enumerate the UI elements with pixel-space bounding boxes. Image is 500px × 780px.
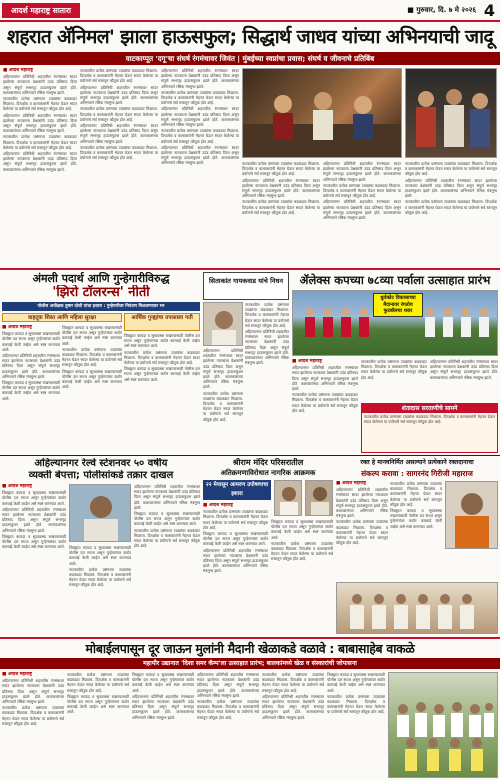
lead-paragraph: अहिल्यानगर प्रतिनिधी शहरातील रंगमंचावर सादर झालेल्या नाटकाला प्रेक्षकांनी उदंड प्रतिसाद दिला असून संपूर्ण सभागृह हाऊसफुल्ल झाले होते. कलाकारांच्या अभिनयाने रसिक मंत्रमुग्ध झाले. — [80, 123, 158, 144]
lead-paragraph: अहिल्यानगर प्रतिनिधी शहरातील रंगमंचावर सादर झालेल्या नाटकाला प्रेक्षकांनी उदंड प्रतिसाद दिला असून संपूर्ण सभागृह हाऊसफुल्ल झाले होते. कलाकारांच्या अभिनयाने रसिक मंत्रमुग्ध झाले. — [161, 106, 239, 128]
obituary-paragraph: अहिल्यानगर प्रतिनिधी शहरातील रंगमंचावर सादर झालेल्या नाटकाला प्रेक्षकांनी उदंड प्रतिसाद दिला असून संपूर्ण सभागृह हाऊसफुल्ल झाले होते. कलाकारांच्या अभिनयाने रसिक मंत्रमुग्ध झाले. — [245, 329, 289, 366]
blood-camp-group-image — [337, 583, 498, 634]
lead-paragraph: नाटकातील प्रत्येक प्रसंगाला टाळ्यांचा कडकडाट मिळाला. दिग्दर्शक व कलाकारांनी मेहनत घेऊन सादर केलेल्या या प्रयोगाचे सर्व स्तरातून कौतुक होत आहे. — [323, 182, 401, 199]
railway-paragraph: अहिल्यानगर प्रतिनिधी शहरातील रंगमंचावर सादर झालेल्या नाटकाला प्रेक्षकांनी उदंड प्रतिसाद दिला असून संपूर्ण सभागृह हाऊसफुल्ल झाले होते. कलाकारांच्या अभिनयाने रसिक मंत्रमुग्ध झाले. — [2, 506, 66, 533]
bottom-col-2 — [67, 672, 129, 778]
temple-paragraph: नाटकातील प्रत्येक प्रसंगाला टाळ्यांचा कडकडाट मिळाला. दिग्दर्शक व कलाकारांनी मेहनत घेऊन सादर केलेल्या या प्रयोगाचे सर्व स्तरातून कौतुक होत आहे. — [271, 540, 333, 562]
blood-donation-photo — [445, 481, 498, 549]
railway-paragraph: अहिल्यानगर प्रतिनिधी शहरातील रंगमंचावर सादर झालेल्या नाटकाला प्रेक्षकांनी उदंड प्रतिसाद दिला असून संपूर्ण सभागृह हाऊसफुल्ल झाले होते. कलाकारांच्या अभिनयाने रसिक मंत्रमुग्ध झाले. — [134, 484, 200, 510]
traffic-safety-title: वाहतूक शिस्त आणि महिला सुरक्षा — [27, 315, 96, 321]
lead-paragraph: नाटकातील प्रत्येक प्रसंगाला टाळ्यांचा कडकडाट मिळाला. दिग्दर्शक व कलाकारांनी मेहनत घेऊन सादर केलेल्या या प्रयोगाचे सर्व स्तरातून कौतुक होत आहे. — [161, 89, 239, 106]
obituary-paragraph: नाटकातील प्रत्येक प्रसंगाला टाळ्यांचा कडकडाट मिळाला. दिग्दर्शक व कलाकारांनी मेहनत घेऊन सादर केलेल्या या प्रयोगाचे सर्व स्तरातून कौतुक होत आहे. — [203, 390, 243, 422]
zero-tolerance-headline-line1: अंमली पदार्थ आणि गुन्हेगारीविरुद्ध — [32, 272, 170, 285]
temple-col-1 — [203, 503, 268, 634]
obituary-paragraph: अहिल्यानगर प्रतिनिधी शहरातील रंगमंचावर सादर झालेल्या नाटकाला प्रेक्षकांनी उदंड प्रतिसाद दिला असून संपूर्ण सभागृह हाऊसफुल्ल झाले होते. कलाकारांच्या अभिनयाने रसिक मंत्रमुग्ध झाले. — [203, 348, 243, 390]
temple-photo-1 — [274, 480, 302, 516]
blood-donation-headline-line1: रक्त हे मानवनिर्मित असल्याने प्रत्येकाने रक्तदानाचा — [360, 459, 474, 466]
lead-paragraph: नाटकातील प्रत्येक प्रसंगाला टाळ्यांचा कडकडाट मिळाला. दिग्दर्शक व कलाकारांनी मेहनत घेऊन सादर केलेल्या या प्रयोगाचे सर्व स्तरातून कौतुक होत आहे. — [242, 161, 320, 177]
obituary-paragraph: नाटकातील प्रत्येक प्रसंगाला टाळ्यांचा कडकडाट मिळाला. दिग्दर्शक व कलाकारांनी मेहनत घेऊन सादर केलेल्या या प्रयोगाचे सर्व स्तरातून कौतुक होत आहे. — [245, 302, 289, 328]
railway-paragraph: जिल्ह्यात कायदा व सुव्यवस्था राखण्यासाठी पोलीस दल सज्ज असून गुन्हेगारांवर कठोर कारवाई केली जाईल असे स्पष्ट करण्यात आले. — [69, 545, 131, 566]
railway-paragraph: नाटकातील प्रत्येक प्रसंगाला टाळ्यांचा कडकडाट मिळाला. दिग्दर्शक व कलाकारांनी मेहनत घेऊन सादर केलेल्या या प्रयोगाचे सर्व स्तरातून कौतुक होत आहे. — [69, 566, 131, 588]
bottom-paragraph: नाटकातील प्रत्येक प्रसंगाला टाळ्यांचा कडकडाट मिळाला. दिग्दर्शक व कलाकारांनी मेहनत घेऊन सादर केलेल्या या प्रयोगाचे सर्व स्तरातून कौतुक होत आहे. — [67, 672, 129, 693]
blood-col-1 — [336, 481, 388, 579]
football-photo — [292, 290, 498, 356]
bottom-paragraph: जिल्ह्यात कायदा व सुव्यवस्था राखण्यासाठी पोलीस दल सज्ज असून गुन्हेगारांवर कठोर कारवाई केली जाईल असे स्पष्ट करण्यात आले. — [327, 672, 385, 693]
bottom-paragraph: नाटकातील प्रत्येक प्रसंगाला टाळ्यांचा कडकडाट मिळाला. दिग्दर्शक व कलाकारांनी मेहनत घेऊन सादर केलेल्या या प्रयोगाचे सर्व स्तरातून कौतुक होत आहे. — [2, 705, 64, 726]
financial-crime-box — [124, 313, 200, 331]
summer-camp-photo — [388, 672, 498, 778]
blood-camp-photo — [336, 582, 498, 634]
railway-col-2 — [69, 545, 131, 634]
zero-tolerance-paragraph: नाटकातील प्रत्येक प्रसंगाला टाळ्यांचा कडकडाट मिळाला. दिग्दर्शक व कलाकारांनी मेहनत घेऊन सादर केलेल्या या प्रयोगाचे सर्व स्तरातून कौतुक होत आहे. — [124, 349, 200, 366]
railway-col-3 — [134, 484, 200, 634]
bottom-paragraph: अहिल्यानगर प्रतिनिधी शहरातील रंगमंचावर सादर झालेल्या नाटकाला प्रेक्षकांनी उदंड प्रतिसाद दिला असून संपूर्ण सभागृह हाऊसफुल्ल झाले होते. कलाकारांच्या अभिनयाने रसिक मंत्रमुग्ध झाले. — [132, 693, 194, 720]
blood-paragraph: अहिल्यानगर प्रतिनिधी शहरातील रंगमंचावर सादर झालेल्या नाटकाला प्रेक्षकांनी उदंड प्रतिसाद दिला असून संपूर्ण सभागृह हाऊसफुल्ल झाले होते. कलाकारांच्या अभिनयाने रसिक मंत्रमुग्ध झाले. — [336, 487, 388, 519]
lead-paragraph: नाटकातील प्रत्येक प्रसंगाला टाळ्यांचा कडकडाट मिळाला. दिग्दर्शक व कलाकारांनी मेहनत घेऊन सादर केलेल्या या प्रयोगाचे सर्व स्तरातून कौतुक होत आहे. — [80, 68, 158, 84]
lead-column-5 — [323, 161, 401, 266]
lead-column-4 — [242, 161, 320, 266]
bottom-col-6 — [327, 672, 385, 778]
lead-paragraph: नाटकातील प्रत्येक प्रसंगाला टाळ्यांचा कडकडाट मिळाला. दिग्दर्शक व कलाकारांनी मेहनत घेऊन सादर केलेल्या या प्रयोगाचे सर्व स्तरातून कौतुक होत आहे. — [161, 128, 239, 144]
lead-photo-stage — [242, 68, 402, 158]
lead-headline: शहरात ॲनिमल' झाला हाऊसफुल; सिद्धार्थ जाधव यांच्या अभिनयाची जादू — [7, 26, 493, 48]
blood-donation-headline-line2: संकल्प करावा : सागरनंद गिरीजी महाराज — [361, 469, 473, 478]
zero-tolerance-paragraph: नाटकातील प्रत्येक प्रसंगाला टाळ्यांचा कडकडाट मिळाला. दिग्दर्शक व कलाकारांनी मेहनत घेऊन सादर केलेल्या या प्रयोगाचे सर्व स्तरातून कौतुक होत आहे. — [62, 346, 122, 368]
railway-paragraph: जिल्ह्यात कायदा व सुव्यवस्था राखण्यासाठी पोलीस दल सज्ज असून गुन्हेगारांवर कठोर कारवाई केली जाईल असे स्पष्ट करण्यात आले. — [2, 533, 66, 550]
missing-person-photo — [69, 484, 131, 542]
temple-photo-2 — [305, 480, 333, 516]
portrait-image — [306, 481, 333, 516]
lead-paragraph: अहिल्यानगर प्रतिनिधी शहरातील रंगमंचावर सादर झालेल्या नाटकाला प्रेक्षकांनी उदंड प्रतिसाद दिला असून संपूर्ण सभागृह हाऊसफुल्ल झाले होते. कलाकारांच्या अभिनयाने रसिक मंत्रमुग्ध झाले. — [3, 112, 77, 134]
swamiji-image — [446, 482, 498, 549]
zero-tolerance-paragraph: जिल्ह्यात कायदा व सुव्यवस्था राखण्यासाठी पोलीस दल सज्ज असून गुन्हेगारांवर कठोर कारवाई केली जाईल असे स्पष्ट करण्यात आले. — [62, 325, 122, 346]
temple-paragraph: नाटकातील प्रत्येक प्रसंगाला टाळ्यांचा कडकडाट मिळाला. दिग्दर्शक व कलाकारांनी मेहनत घेऊन सादर केलेल्या या प्रयोगाचे सर्व स्तरातून कौतुक होत आहे. — [203, 509, 268, 530]
temple-paragraph: जिल्ह्यात कायदा व सुव्यवस्था राखण्यासाठी पोलीस दल सज्ज असून गुन्हेगारांवर कठोर कारवाई केली जाईल असे स्पष्ट करण्यात आले. — [203, 531, 268, 547]
zero-tolerance-headline-line2: 'झिरो टॉलरन्स' नीती — [52, 285, 150, 300]
bottom-paragraph: नाटकातील प्रत्येक प्रसंगाला टाळ्यांचा कडकडाट मिळाला. दिग्दर्शक व कलाकारांनी मेहनत घेऊन सादर केलेल्या या प्रयोगाचे सर्व स्तरातून कौतुक होत आहे. — [327, 693, 385, 715]
sports-col-1 — [292, 359, 358, 453]
lead-column-2 — [80, 68, 158, 266]
bottom-subheadline-bar — [0, 658, 500, 669]
lead-paragraph: अहिल्यानगर प्रतिनिधी शहरातील रंगमंचावर सादर झालेल्या नाटकाला प्रेक्षकांनी उदंड प्रतिसाद दिला असून संपूर्ण सभागृह हाऊसफुल्ल झाले होते. कलाकारांच्या अभिनयाने रसिक मंत्रमुग्ध झाले. — [242, 177, 320, 199]
zero-tolerance-col-2 — [62, 325, 122, 453]
sports-col-3 — [430, 359, 498, 401]
sports-paragraph: नाटकातील प्रत्येक प्रसंगाला टाळ्यांचा कडकडाट मिळाला. दिग्दर्शक व कलाकारांनी मेहनत घेऊन सादर केलेल्या या प्रयोगाचे सर्व स्तरातून कौतुक होत आहे. — [292, 392, 358, 413]
stage-actors-image — [243, 69, 402, 158]
railway-paragraph: जिल्ह्यात कायदा व सुव्यवस्था राखण्यासाठी पोलीस दल सज्ज असून गुन्हेगारांवर कठोर कारवाई केली जाईल असे स्पष्ट करण्यात आले. — [2, 490, 66, 506]
lead-column-1 — [3, 68, 77, 266]
bottom-paragraph: नाटकातील प्रत्येक प्रसंगाला टाळ्यांचा कडकडाट मिळाला. दिग्दर्शक व कलाकारांनी मेहनत घेऊन सादर केलेल्या या प्रयोगाचे सर्व स्तरातून कौतुक होत आहे. — [197, 699, 259, 720]
zero-tolerance-paragraph: जिल्ह्यात कायदा व सुव्यवस्था राखण्यासाठी पोलीस दल सज्ज असून गुन्हेगारांवर कठोर कारवाई केली जाईल असे स्पष्ट करण्यात आले. — [2, 331, 60, 352]
lead-paragraph: नाटकातील प्रत्येक प्रसंगाला टाळ्यांचा कडकडाट मिळाला. दिग्दर्शक व कलाकारांनी मेहनत घेऊन सादर केलेल्या या प्रयोगाचे सर्व स्तरातून कौतुक होत आहे. — [3, 134, 77, 150]
sports-paragraph: अहिल्यानगर प्रतिनिधी शहरातील रंगमंचावर सादर झालेल्या नाटकाला प्रेक्षकांनी उदंड प्रतिसाद दिला असून संपूर्ण सभागृह हाऊसफुल्ल झाले होते. कलाकारांच्या अभिनयाने रसिक मंत्रमुग्ध झाले. — [292, 365, 358, 392]
obituary-box — [203, 272, 289, 300]
bottom-paragraph: अहिल्यानगर प्रतिनिधी शहरातील रंगमंचावर सादर झालेल्या नाटकाला प्रेक्षकांनी उदंड प्रतिसाद दिला असून संपूर्ण सभागृह हाऊसफुल्ल झाले होते. कलाकारांच्या अभिनयाने रसिक मंत्रमुग्ध झाले. — [197, 672, 259, 698]
lead-paragraph: अहिल्यानगर प्रतिनिधी शहरातील रंगमंचावर सादर झालेल्या नाटकाला प्रेक्षकांनी उदंड प्रतिसाद दिला असून संपूर्ण सभागृह हाऊसफुल्ल झाले होते. कलाकारांच्या अभिनयाने रसिक मंत्रमुग्ध झाले. — [3, 74, 77, 95]
zero-tolerance-tagline: पोलीस अधीक्षक तुषार दोशी यांचा इशारा : गुन्हेगारीवर नियंत्रण मिळवण्यावर भर — [2, 302, 200, 311]
railway-col-1 — [2, 484, 66, 634]
lead-paragraph: अहिल्यानगर प्रतिनिधी शहरातील रंगमंचावर सादर झालेल्या नाटकाला प्रेक्षकांनी उदंड प्रतिसाद दिला असून संपूर्ण सभागृह हाऊसफुल्ल झाले होते. कलाकारांच्या अभिनयाने रसिक मंत्रमुग्ध झाले. — [3, 151, 77, 172]
zero-tolerance-paragraph: जिल्ह्यात कायदा व सुव्यवस्था राखण्यासाठी पोलीस दल सज्ज असून गुन्हेगारांवर कठोर कारवाई केली जाईल असे स्पष्ट करण्यात आले. — [124, 366, 200, 382]
obituary-text-lower — [203, 348, 243, 453]
zero-tolerance-col-1 — [2, 325, 60, 453]
football-photo-caption — [373, 293, 423, 317]
railway-paragraph: नाटकातील प्रत्येक प्रसंगाला टाळ्यांचा कडकडाट मिळाला. दिग्दर्शक व कलाकारांनी मेहनत घेऊन सादर केलेल्या या प्रयोगाचे सर्व स्तरातून कौतुक होत आहे. — [134, 527, 200, 549]
sports-paragraph: अहिल्यानगर प्रतिनिधी शहरातील रंगमंचावर सादर झालेल्या नाटकाला प्रेक्षकांनी उदंड प्रतिसाद दिला असून संपूर्ण सभागृह हाऊसफुल्ल झाले होते. कलाकारांच्या अभिनयाने रसिक मंत्रमुग्ध झाले. — [430, 359, 498, 380]
temple-paragraph: जिल्ह्यात कायदा व सुव्यवस्था राखण्यासाठी पोलीस दल सज्ज असून गुन्हेगारांवर कठोर कारवाई केली जाईल असे स्पष्ट करण्यात आले. — [271, 519, 333, 540]
sports-col-2 — [361, 359, 427, 401]
lead-paragraph: अहिल्यानगर प्रतिनिधी शहरातील रंगमंचावर सादर झालेल्या नाटकाला प्रेक्षकांनी उदंड प्रतिसाद दिला असून संपूर्ण सभागृह हाऊसफुल्ल झाले होते. कलाकारांच्या अभिनयाने रसिक मंत्रमुग्ध झाले. — [80, 84, 158, 106]
blood-paragraph: नाटकातील प्रत्येक प्रसंगाला टाळ्यांचा कडकडाट मिळाला. दिग्दर्शक व कलाकारांनी मेहनत घेऊन सादर केलेल्या या प्रयोगाचे सर्व स्तरातून कौतुक होत आहे. — [336, 519, 388, 546]
railway-headline-line2: व्यक्ती बेपत्ता; पोलीसांकडे तक्रार दाखल — [28, 470, 174, 481]
matches-paragraph: नाटकातील प्रत्येक प्रसंगाला टाळ्यांचा कडकडाट मिळाला. दिग्दर्शक व कलाकारांनी मेहनत घेऊन सादर केलेल्या या प्रयोगाचे सर्व स्तरातून कौतुक होत आहे. — [364, 414, 495, 425]
lead-paragraph: नाटकातील प्रत्येक प्रसंगाला टाळ्यांचा कडकडाट मिळाला. दिग्दर्शक व कलाकारांनी मेहनत घेऊन सादर केलेल्या या प्रयोगाचे सर्व स्तरातून कौतुक होत आहे. — [3, 96, 77, 112]
missing-person-image — [70, 485, 131, 542]
lead-column-3 — [161, 68, 239, 266]
obituary-portrait — [203, 302, 243, 346]
paper-name-badge — [2, 3, 80, 18]
portrait-image — [204, 303, 243, 346]
matches-box — [361, 403, 498, 453]
lead-paragraph: अहिल्यानगर प्रतिनिधी शहरातील रंगमंचावर सादर झालेल्या नाटकाला प्रेक्षकांनी उदंड प्रतिसाद दिला असून संपूर्ण सभागृह हाऊसफुल्ल झाले होते. कलाकारांच्या अभिनयाने रसिक मंत्रमुग्ध झाले. — [323, 161, 401, 182]
bottom-col-5 — [262, 672, 324, 778]
bottom-paragraph: अहिल्यानगर प्रतिनिधी शहरातील रंगमंचावर सादर झालेल्या नाटकाला प्रेक्षकांनी उदंड प्रतिसाद दिला असून संपूर्ण सभागृह हाऊसफुल्ल झाले होते. कलाकारांच्या अभिनयाने रसिक मंत्रमुग्ध झाले. — [262, 693, 324, 720]
date-line: ■ गुरुवार, दि. ७ मे २०२६ — [407, 6, 476, 14]
railway-paragraph: जिल्ह्यात कायदा व सुव्यवस्था राखण्यासाठी पोलीस दल सज्ज असून गुन्हेगारांवर कठोर कारवाई केली जाईल असे स्पष्ट करण्यात आले. — [134, 511, 200, 527]
blood-byline: ■ आदर्श महाराष्ट्र — [336, 481, 366, 486]
audience-image — [406, 69, 497, 158]
zero-tolerance-paragraph: अहिल्यानगर प्रतिनिधी शहरातील रंगमंचावर सादर झालेल्या नाटकाला प्रेक्षकांनी उदंड प्रतिसाद दिला असून संपूर्ण सभागृह हाऊसफुल्ल झाले होते. कलाकारांच्या अभिनयाने रसिक मंत्रमुग्ध झाले. — [2, 353, 60, 379]
zero-tolerance-paragraph: जिल्ह्यात कायदा व सुव्यवस्था राखण्यासाठी पोलीस दल सज्ज असून गुन्हेगारांवर कठोर कारवाई केली जाईल असे स्पष्ट करण्यात आले. — [124, 333, 200, 349]
financial-crime-title: आर्थिक गुन्ह्यांचा तपासाला गती — [131, 315, 193, 321]
lead-subheadline: वाटकाप्पूत 'दगू'चा संघर्ष रंगमंचावर जिवंत | मुंबईच्या स्वप्नांचा प्रवास; संघर्ष व जीवनाचे प्रतिबिंब — [125, 54, 375, 63]
lead-paragraph: अहिल्यानगर प्रतिनिधी शहरातील रंगमंचावर सादर झालेल्या नाटकाला प्रेक्षकांनी उदंड प्रतिसाद दिला असून संपूर्ण सभागृह हाऊसफुल्ल झाले होते. कलाकारांच्या अभिनयाने रसिक मंत्रमुग्ध झाले. — [323, 199, 401, 221]
hunger-strike-ad — [203, 480, 271, 500]
sports-headline: ॲलेक्स कपच्या ७८व्या पर्वाला उत्साहात प्रारंभ — [299, 273, 491, 287]
bottom-paragraph: अहिल्यानगर प्रतिनिधी शहरातील रंगमंचावर सादर झालेल्या नाटकाला प्रेक्षकांनी उदंड प्रतिसाद दिला असून संपूर्ण सभागृह हाऊसफुल्ल झाले होते. कलाकारांच्या अभिनयाने रसिक मंत्रमुग्ध झाले. — [2, 678, 64, 705]
bottom-paragraph: नाटकातील प्रत्येक प्रसंगाला टाळ्यांचा कडकडाट मिळाला. दिग्दर्शक व कलाकारांनी मेहनत घेऊन सादर केलेल्या या प्रयोगाचे सर्व स्तरातून कौतुक होत आहे. — [262, 672, 324, 693]
lead-paragraph: नाटकातील प्रत्येक प्रसंगाला टाळ्यांचा कडकडाट मिळाला. दिग्दर्शक व कलाकारांनी मेहनत घेऊन सादर केलेल्या या प्रयोगाचे सर्व स्तरातून कौतुक होत आहे. — [405, 199, 497, 215]
lead-column-6 — [405, 161, 497, 266]
zero-tolerance-col-3 — [124, 333, 200, 453]
bottom-col-1 — [2, 672, 64, 778]
lead-paragraph: अहिल्यानगर प्रतिनिधी शहरातील रंगमंचावर सादर झालेल्या नाटकाला प्रेक्षकांनी उदंड प्रतिसाद दिला असून संपूर्ण सभागृह हाऊसफुल्ल झाले होते. कलाकारांच्या अभिनयाने रसिक मंत्रमुग्ध झाले. — [161, 68, 239, 89]
lead-paragraph: नाटकातील प्रत्येक प्रसंगाला टाळ्यांचा कडकडाट मिळाला. दिग्दर्शक व कलाकारांनी मेहनत घेऊन सादर केलेल्या या प्रयोगाचे सर्व स्तरातून कौतुक होत आहे. — [405, 161, 497, 177]
lead-paragraph: नाटकातील प्रत्येक प्रसंगाला टाळ्यांचा कडकडाट मिळाला. दिग्दर्शक व कलाकारांनी मेहनत घेऊन सादर केलेल्या या प्रयोगाचे सर्व स्तरातून कौतुक होत आहे. — [242, 199, 320, 215]
sports-paragraph: नाटकातील प्रत्येक प्रसंगाला टाळ्यांचा कडकडाट मिळाला. दिग्दर्शक व कलाकारांनी मेहनत घेऊन सादर केलेल्या या प्रयोगाचे सर्व स्तरातून कौतुक होत आहे. — [361, 359, 427, 380]
lead-subheadline-bar — [0, 52, 500, 65]
matches-box-title: शंतादास सरताणीचे सामने — [362, 404, 497, 413]
masthead — [0, 0, 500, 22]
matches-box-text — [362, 413, 497, 453]
bottom-subheadline: महापौर उद्यानात 'दिशा समर कॅम्प'ला उत्साहात प्रारंभ; बालकांमध्ये खेळ व संस्कारांची जोपासना — [143, 660, 357, 667]
lead-paragraph: अहिल्यानगर प्रतिनिधी शहरातील रंगमंचावर सादर झालेल्या नाटकाला प्रेक्षकांनी उदंड प्रतिसाद दिला असून संपूर्ण सभागृह हाऊसफुल्ल झाले होते. कलाकारांच्या अभिनयाने रसिक मंत्रमुग्ध झाले. — [161, 144, 239, 166]
railway-byline: ■ आदर्श महाराष्ट्र — [2, 484, 32, 489]
lead-paragraph: अहिल्यानगर प्रतिनिधी शहरातील रंगमंचावर सादर झालेल्या नाटकाला प्रेक्षकांनी उदंड प्रतिसाद दिला असून संपूर्ण सभागृह हाऊसफुल्ल झाले होते. कलाकारांच्या अभिनयाने रसिक मंत्रमुग्ध झाले. — [405, 177, 497, 199]
section-divider — [0, 637, 500, 639]
lead-photo-audience — [405, 68, 497, 158]
temple-headline-line2: अतिक्रमणाविरोधात नागरिक आक्रमक — [220, 469, 316, 477]
traffic-safety-box — [2, 313, 122, 322]
zero-tolerance-paragraph: जिल्ह्यात कायदा व सुव्यवस्था राखण्यासाठी पोलीस दल सज्ज असून गुन्हेगारांवर कठोर कारवाई केली जाईल असे स्पष्ट करण्यात आले. — [62, 368, 122, 390]
temple-paragraph: अहिल्यानगर प्रतिनिधी शहरातील रंगमंचावर सादर झालेल्या नाटकाला प्रेक्षकांनी उदंड प्रतिसाद दिला असून संपूर्ण सभागृह हाऊसफुल्ल झाले होते. कलाकारांच्या अभिनयाने रसिक मंत्रमुग्ध झाले. — [203, 547, 268, 574]
obituary-text — [245, 302, 289, 453]
bottom-col-4 — [197, 672, 259, 778]
blood-col-2 — [390, 481, 442, 579]
bottom-paragraph: जिल्ह्यात कायदा व सुव्यवस्था राखण्यासाठी पोलीस दल सज्ज असून गुन्हेगारांवर कठोर कारवाई केली जाईल असे स्पष्ट करण्यात आले. — [67, 693, 129, 715]
zero-tolerance-byline: ■ आदर्श महाराष्ट्र — [2, 325, 32, 330]
temple-col-2 — [271, 519, 333, 634]
lead-byline: ■ आदर्श महाराष्ट्र — [3, 68, 33, 73]
portrait-image — [275, 481, 302, 516]
hunger-strike-text: २२ मेपासून आमरण उपोषणाचा इशारा — [205, 482, 269, 497]
bottom-headline: मोबाईलपासून दूर जाऊन मुलांनी मैदानी खेळाकडे वळावे : बाबासाहेब वाकळे — [85, 641, 415, 656]
blood-paragraph: जिल्ह्यात कायदा व सुव्यवस्था राखण्यासाठी पोलीस दल सज्ज असून गुन्हेगारांवर कठोर कारवाई केली जाईल असे स्पष्ट करण्यात आले. — [390, 508, 442, 529]
blood-paragraph: नाटकातील प्रत्येक प्रसंगाला टाळ्यांचा कडकडाट मिळाला. दिग्दर्शक व कलाकारांनी मेहनत घेऊन सादर केलेल्या या प्रयोगाचे सर्व स्तरातून कौतुक होत आहे. — [390, 481, 442, 507]
temple-headline-line1: श्रीराम मंदिर परिसरातील — [232, 458, 304, 467]
zero-tolerance-paragraph: जिल्ह्यात कायदा व सुव्यवस्था राखण्यासाठी पोलीस दल सज्ज असून गुन्हेगारांवर कठोर कारवाई केली जाईल असे स्पष्ट करण्यात आले. — [2, 380, 60, 401]
obituary-title: सिताकांत गायकवाड यांचे निधन — [209, 277, 283, 285]
railway-headline-line1: अहिल्यानगर रेल्वे स्टेशनवर ५० वर्षीय — [34, 458, 168, 469]
section-divider — [0, 268, 500, 270]
bottom-paragraph: जिल्ह्यात कायदा व सुव्यवस्था राखण्यासाठी पोलीस दल सज्ज असून गुन्हेगारांवर कठोर कारवाई केली जाईल असे स्पष्ट करण्यात आले. — [132, 672, 194, 693]
page-number: 4 — [483, 1, 495, 20]
bottom-byline: ■ आदर्श महाराष्ट्र — [2, 672, 32, 677]
paper-name: आदर्श महाराष्ट्र सातारा — [10, 6, 71, 15]
bottom-col-3 — [132, 672, 194, 778]
children-group-image — [389, 673, 498, 778]
section-divider — [0, 455, 500, 456]
temple-byline: ■ आदर्श महाराष्ट्र — [203, 503, 233, 508]
football-caption-text: धुर्वकोट विकासाच्या मैदानावर रंगतोय फुटबॉलचा थरार — [380, 295, 416, 314]
lead-paragraph: नाटकातील प्रत्येक प्रसंगाला टाळ्यांचा कडकडाट मिळाला. दिग्दर्शक व कलाकारांनी मेहनत घेऊन सादर केलेल्या या प्रयोगाचे सर्व स्तरातून कौतुक होत आहे. — [80, 144, 158, 161]
sports-byline: ■ आदर्श महाराष्ट्र — [292, 359, 322, 364]
lead-paragraph: नाटकातील प्रत्येक प्रसंगाला टाळ्यांचा कडकडाट मिळाला. दिग्दर्शक व कलाकारांनी मेहनत घेऊन सादर केलेल्या या प्रयोगाचे सर्व स्तरातून कौतुक होत आहे. — [80, 106, 158, 122]
